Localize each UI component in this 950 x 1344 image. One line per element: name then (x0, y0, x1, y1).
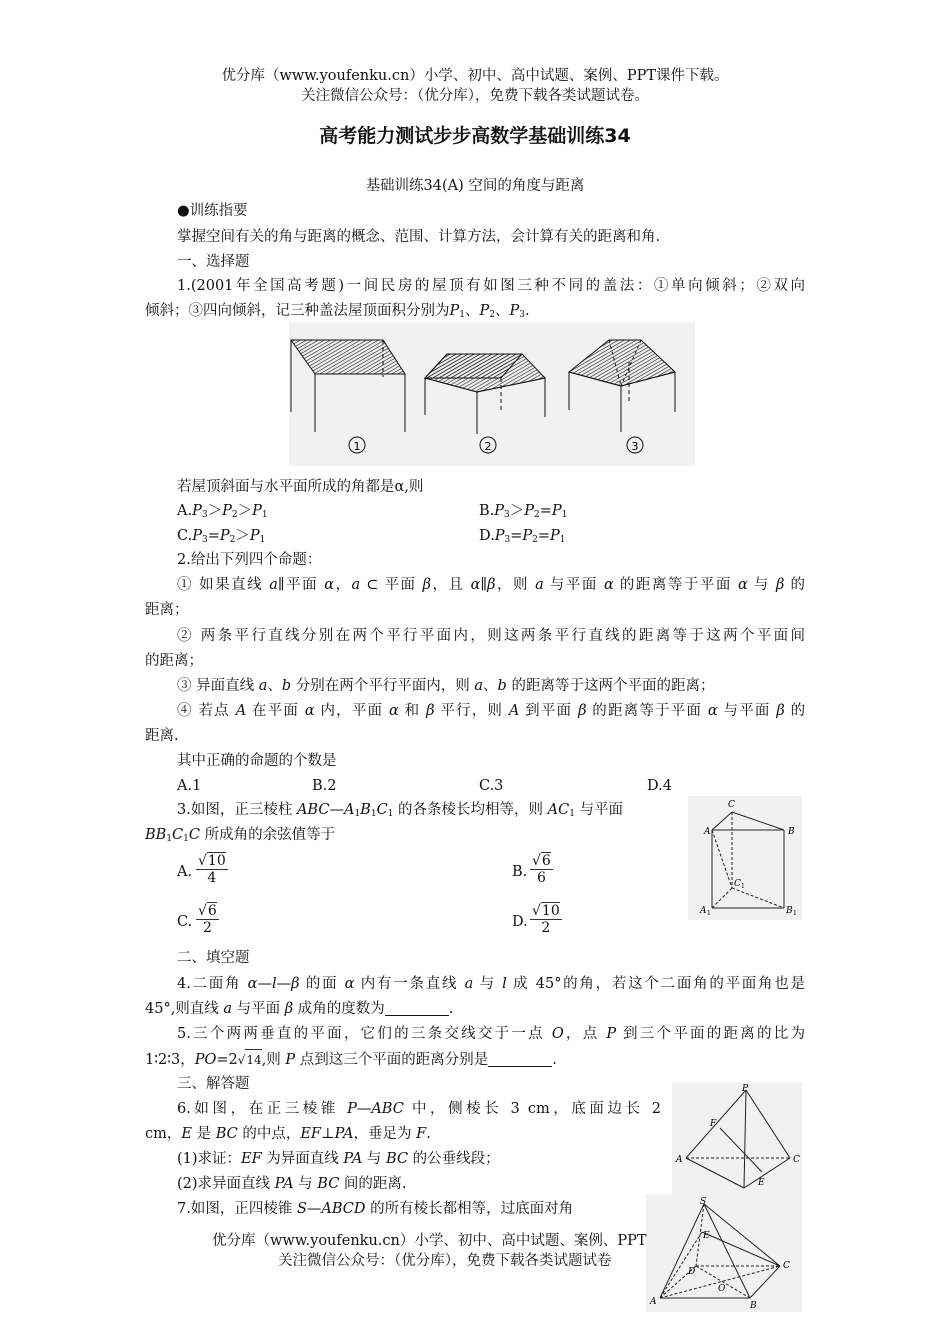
q3-label-c: C (728, 800, 735, 810)
header-line-1: 优分库（www.youfenku.cn）小学、初中、高中试题、案例、PPT课件下载。 (221, 68, 729, 84)
q3-line-1: 3.如图，正三棱柱 $ABC—A_1B_1C_1$ 的各条棱长均相等，则 $AC_1$ 与平面 (177, 802, 624, 819)
q2-option-a: A.1 (177, 778, 202, 794)
q7-pyramid-figure (646, 1194, 802, 1312)
roof-label-1: 1 (353, 440, 361, 453)
q1-condition: 若屋顶斜面与水平面所成的角都是α,则 (177, 479, 424, 495)
q6-label-a: A (676, 1155, 683, 1165)
q3-option-a-value: $\frac{√10}{4}$ (198, 853, 226, 886)
section-answer: 三、解答题 (177, 1076, 250, 1092)
q5-line-1: 5.三个两两垂直的平面，它们的三条交线交于一点 O，点 P 到三个平面的距离的比为 (177, 1026, 806, 1042)
section-fill: 二、填空题 (177, 950, 250, 966)
q7-label-d: D (688, 1267, 696, 1277)
footer-line-2: 关注微信公众号：（优分库），免费下载各类试题试卷 (278, 1253, 612, 1269)
q7-label-b: B (750, 1301, 757, 1311)
q2-option-c: C.3 (479, 778, 504, 794)
q2-prop-4: ④ 若点 A 在平面 α 内，平面 α 和 β 平行，则 A 到平面 β 的距离等于平面 α 与平面 β 的 (177, 703, 806, 719)
q2-prop-4-end: 距离. (145, 728, 179, 744)
q3-option-c-label: C. (177, 914, 193, 930)
q1-option-a: $A.P_3>P_2>P_1$ (177, 503, 268, 520)
q1-option-b: $B.P_3>P_2=P_1$ (479, 503, 568, 520)
q6-label-p: P (742, 1084, 749, 1094)
q3-label-b1-sub: 1 (793, 910, 797, 917)
q3-option-d-label: D. (512, 914, 528, 930)
page-title: 高考能力测试步步高数学基础训练34 (319, 125, 631, 147)
q3-label-c1: C (734, 879, 741, 889)
q3-option-a-label: A. (177, 864, 193, 880)
q5-line-2: 1∶2∶3，PO=2√14,则 P 点到这三个平面的距离分别是 . (145, 1049, 557, 1070)
q7-label-a: A (650, 1297, 657, 1307)
guide-heading: ●训练指要 (177, 203, 248, 219)
roof-label-3: 3 (631, 440, 639, 453)
q3-label-c1-sub: 1 (741, 883, 745, 890)
roof-label-2: 2 (484, 440, 492, 453)
q2-prop-1-end: 距离； (145, 602, 189, 618)
q2-ask: 其中正确的命题的个数是 (177, 753, 337, 769)
q3-label-a1-sub: 1 (707, 910, 711, 917)
section-choice: 一、选择题 (177, 254, 250, 270)
q3-label-b1: B (786, 906, 793, 916)
q7-line-1: 7.如图，正四棱锥 S—ABCD 的所有棱长都相等，过底面对角 (177, 1201, 574, 1217)
q7-label-o: O (718, 1284, 726, 1294)
q6-pyramid-figure (672, 1082, 802, 1194)
q4-line-1: 4.二面角 α—l—β 的面 α 内有一条直线 a 与 l 成 45°的角，若这个二面角的平面角也是 (177, 976, 806, 992)
q6-line-1: 6.如图，在正三棱锥 P—ABC 中，侧棱长 3 cm，底面边长 2 (177, 1101, 661, 1117)
q3-option-b-value: $\frac{√6}{6}$ (532, 853, 551, 886)
q6-line-2: cm，E 是 BC 的中点，EF⊥PA，垂足为 F. (145, 1126, 431, 1142)
q1-roof-figure (289, 322, 695, 466)
q3-label-a: A (704, 827, 711, 837)
q6-label-f: F (710, 1119, 717, 1129)
q2-prop-2-end: 的距离； (145, 653, 203, 669)
q3-option-d-value: $\frac{√10}{2}$ (532, 903, 560, 936)
q6-sub-2: (2)求异面直线 PA 与 BC 间的距离. (177, 1176, 407, 1192)
q1-line-1: 1.(2001年全国高考题)一间民房的屋顶有如图三种不同的盖法：①单向倾斜；②双向 (177, 278, 805, 294)
q6-label-e: E (758, 1178, 765, 1188)
q3-option-c-value: $\frac{√6}{2}$ (198, 903, 217, 936)
q2-prop-3: ③ 异面直线 a、b 分别在两个平行平面内，则 a、b 的距离等于这两个平面的距离； (177, 678, 715, 694)
q7-label-e: E (703, 1231, 710, 1241)
footer-line-1: 优分库（www.youfenku.cn）小学、初中、高中试题、案例、PPT (212, 1233, 647, 1249)
guide-text: 掌握空间有关的角与距离的概念、范围、计算方法，会计算有关的距离和角. (177, 229, 661, 245)
q7-label-s: S (700, 1197, 707, 1207)
q1-option-c: $C.P_3=P_2>P_1$ (177, 528, 266, 545)
q4-line-2: 45°,则直线 a 与平面 β 成角的度数为 . (145, 1001, 454, 1017)
q7-label-c: C (783, 1261, 790, 1271)
q3-label-a1: A (700, 906, 707, 916)
q6-label-c: C (793, 1155, 800, 1165)
q3-option-b-label: B. (512, 864, 528, 880)
q2-option-b: B.2 (312, 778, 337, 794)
subtitle: 基础训练34(A) 空间的角度与距离 (365, 178, 585, 194)
q6-sub-1: (1)求证：EF 为异面直线 PA 与 BC 的公垂线段； (177, 1151, 500, 1167)
q3-label-b: B (788, 827, 795, 837)
q1-option-d: $D.P_3=P_2=P_1$ (479, 528, 566, 545)
q1-line-2: 倾斜；③四向倾斜，记三种盖法屋顶面积分别为$P_1$、$P_2$、$P_3$. (145, 303, 530, 320)
q2-prop-2: ② 两条平行直线分别在两个平行平面内，则这两条平行直线的距离等于这两个平面间 (177, 628, 805, 644)
q2-prop-1: ① 如果直线 a∥平面 α，a ⊂ 平面 β，且 α∥β，则 a 与平面 α 的距离等于平面 α 与 β 的 (177, 577, 806, 593)
q3-prism-figure (688, 796, 802, 920)
q2-option-d: D.4 (647, 778, 672, 794)
q2-stem: 2.给出下列四个命题： (177, 552, 322, 568)
header-line-2: 关注微信公众号：（优分库），免费下载各类试题试卷。 (301, 88, 649, 104)
q3-line-2: $BB_1C_1C$ 所成角的余弦值等于 (145, 827, 336, 844)
